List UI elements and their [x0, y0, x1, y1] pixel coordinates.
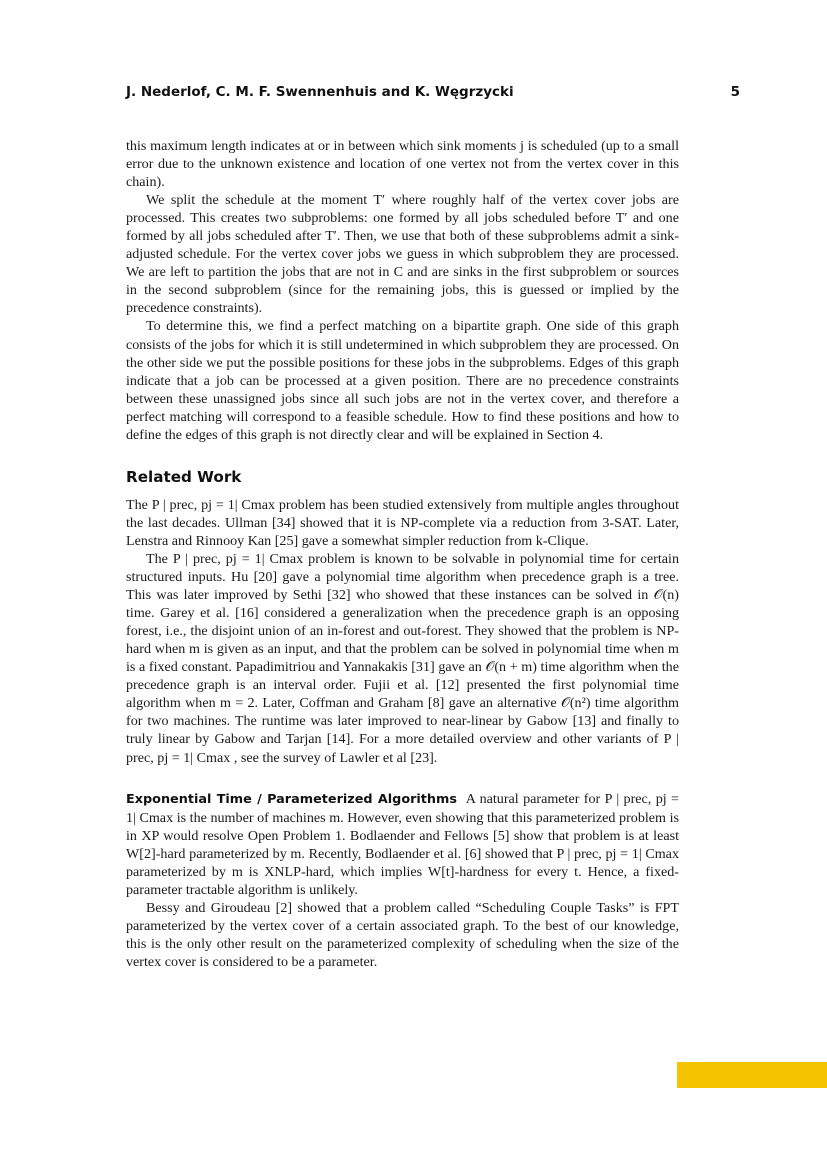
header-authors: J. Nederlof, C. M. F. Swennenhuis and K. Węgrzycki — [126, 84, 514, 100]
exponential-paragraph-1 — [126, 790, 679, 899]
related-work-paragraph-1: The P | prec, pj = 1| Cmax problem has been studied extensively from multiple angles throughout the last decades. Ullman [34] showed that it is NP-complete via a reduction from 3-SAT. Later, Lenstra and Rinnooy Kan [25] gave a somewhat simpler reduction from k-Clique. — [126, 496, 679, 549]
intro-paragraph-3: To determine this, we find a perfect matching on a bipartite graph. One side of this graph consists of the jobs for which it is still undetermined in which subproblem they are processed. On the other side we put the possible positions for these jobs in the subproblems. Edges of this graph indicate that a job can be processed at a given position. There are no precedence constraints between these unassigned jobs since all such jobs are not in the vertex cover, and therefore a perfect matching will correspond to a feasible schedule. How to find these positions and how to define the edges of this graph is not directly clear and will be explained in Section 4. — [126, 318, 679, 443]
page-edge-accent-bar — [677, 1062, 827, 1088]
intro-paragraph-2: We split the schedule at the moment T′ where roughly half of the vertex cover jobs are processed. This creates two subproblems: one formed by all jobs scheduled before T′ and one formed by all jobs scheduled after T′. Then, we use that both of these subproblems admit a sink-adjusted schedule. For the vertex cover jobs we guess in which subproblem they are processed. We are left to partition the jobs that are not in C and are sinks in the first subproblem or sources in the second subproblem (since for the remaining jobs, this is guessed or implied by the precedence constraints). — [126, 192, 679, 317]
page-body — [126, 137, 679, 971]
related-work-paragraph-2: The P | prec, pj = 1| Cmax problem is known to be solvable in polynomial time for certain structured inputs. Hu [20] gave a polynomial time algorithm when precedence graph is a tree. This was later improved by Sethi [32] who showed that these instances can be solved in 𝒪(n) time. Garey et al. [16] considered a generalization when the precedence graph is an opposing forest, i.e., the disjoint union of an in-forest and out-forest. They showed that the problem is NP-hard when m is given as an input, and that the problem can be solved in polynomial time when m is a fixed constant. Papadimitriou and Yannakakis [31] gave an 𝒪(n + m) time algorithm when the precedence graph is an interval order. Fujii et al. [12] presented the first polynomial time algorithm when m = 2. Later, Coffman and Graham [8] gave an alternative 𝒪(n²) time algorithm for two machines. The runtime was later improved to near-linear by Gabow [13] and finally to truly linear by Gabow and Tarjan [14]. For a more detailed overview and other variants of P | prec, pj = 1| Cmax , see the survey of Lawler et al [23]. — [126, 550, 679, 766]
exponential-paragraph-1-text: A natural parameter for P | prec, pj = 1| Cmax is the number of machines m. However, even showing that this parameterized problem is in XP would resolve Open Problem 1. Bodlaender and Fellows [5] show that problem is at least W[2]-hard parameterized by m. Recently, Bodlaender et al. [6] showed that P | prec, pj = 1| Cmax parameterized by m is XNLP-hard, which implies W[t]-hardness for every t. Hence, a fixed-parameter tractable algorithm is unlikely. — [126, 790, 680, 898]
paragraph-heading-exponential: Exponential Time / Parameterized Algorithms — [126, 791, 457, 807]
section-heading-related-work: Related Work — [126, 467, 242, 486]
running-header — [126, 84, 740, 106]
exponential-paragraph-2: Bessy and Giroudeau [2] showed that a problem called “Scheduling Couple Tasks” is FPT parameterized by the vertex cover of a certain associated graph. To the best of our knowledge, this is the only other result on the parameterized complexity of scheduling when the size of the vertex cover is considered to be a parameter. — [126, 899, 679, 970]
page-number: 5 — [730, 84, 740, 100]
intro-paragraph-1: this maximum length indicates at or in between which sink moments j is scheduled (up to a small error due to the unknown existence and location of one vertex not from the vertex cover in this chain). — [126, 138, 679, 191]
